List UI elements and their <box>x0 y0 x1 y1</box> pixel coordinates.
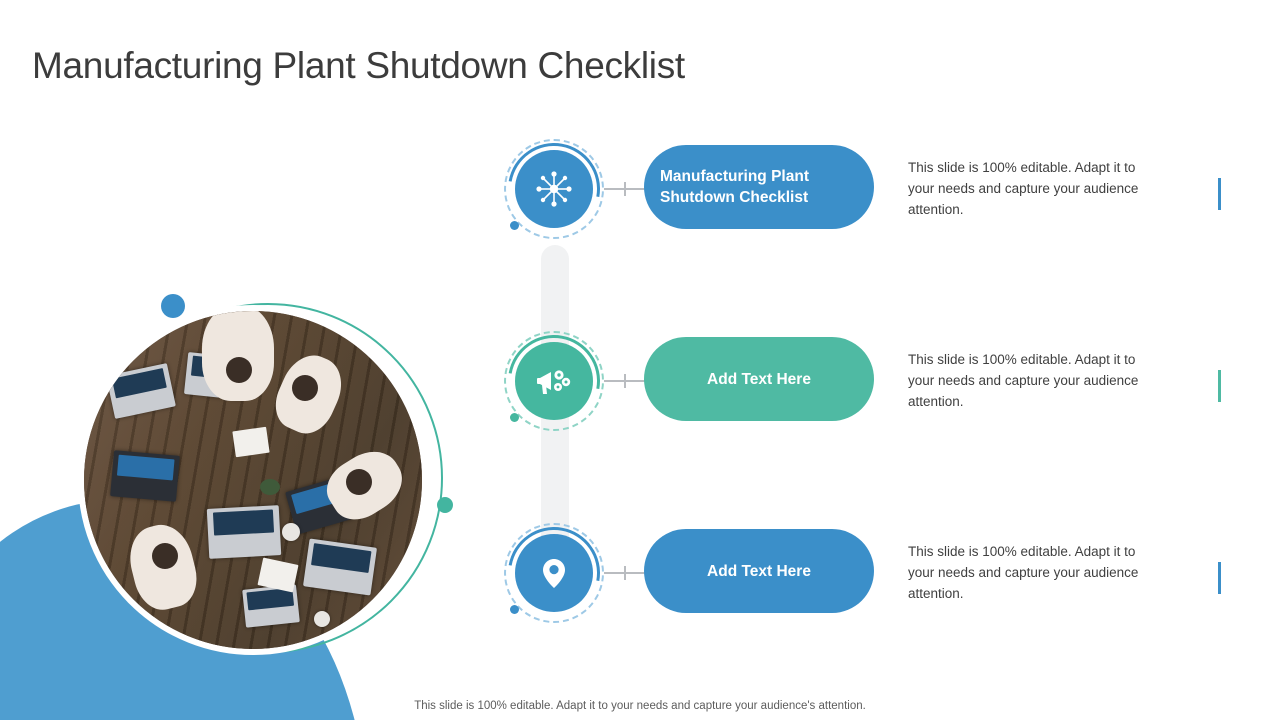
location-pin-icon <box>515 534 593 612</box>
row-connector <box>604 572 646 574</box>
checklist-row-2 <box>504 331 1204 431</box>
photo-cup <box>314 611 330 627</box>
row-label-pill[interactable]: Manufacturing Plant Shutdown Checklist <box>644 145 874 229</box>
row-label-pill[interactable]: Add Text Here <box>644 337 874 421</box>
edge-marker <box>1218 178 1221 210</box>
photo-plant <box>260 479 280 495</box>
photo-composition <box>93 303 445 655</box>
photo-texture <box>84 311 422 649</box>
icon-accent-dot <box>510 413 519 422</box>
icon-accent-dot <box>510 221 519 230</box>
photo-laptop <box>110 450 180 502</box>
megaphone-gears-icon <box>515 342 593 420</box>
network-hub-icon <box>515 150 593 228</box>
photo-laptop <box>207 505 282 559</box>
photo-person-head <box>346 469 372 495</box>
photo-person-head <box>152 543 178 569</box>
checklist-row-3 <box>504 523 1204 623</box>
photo-person <box>202 305 274 401</box>
row-description: This slide is 100% editable. Adapt it to your needs and capture your audience attention. <box>908 544 1139 601</box>
edge-marker <box>1218 562 1221 594</box>
photo-paper <box>232 427 269 457</box>
decorative-dot-teal <box>437 497 453 513</box>
slide-footer: This slide is 100% editable. Adapt it to your needs and capture your audience's attention. <box>414 700 866 712</box>
row-connector <box>604 188 646 190</box>
photo-laptop <box>303 539 377 596</box>
photo-person-head <box>226 357 252 383</box>
row-connector <box>604 380 646 382</box>
decorative-dot-blue <box>161 294 185 318</box>
page-title: Manufacturing Plant Shutdown Checklist <box>32 44 685 86</box>
row-description: This slide is 100% editable. Adapt it to your needs and capture your audience attention. <box>908 160 1139 217</box>
row-description: This slide is 100% editable. Adapt it to your needs and capture your audience attention. <box>908 352 1139 409</box>
icon-accent-dot <box>510 605 519 614</box>
photo-person-head <box>292 375 318 401</box>
edge-marker <box>1218 370 1221 402</box>
team-meeting-photo <box>78 305 428 655</box>
row-label-pill[interactable]: Add Text Here <box>644 529 874 613</box>
photo-cup <box>282 523 300 541</box>
checklist-row-1 <box>504 139 1204 239</box>
photo-laptop <box>106 363 176 419</box>
